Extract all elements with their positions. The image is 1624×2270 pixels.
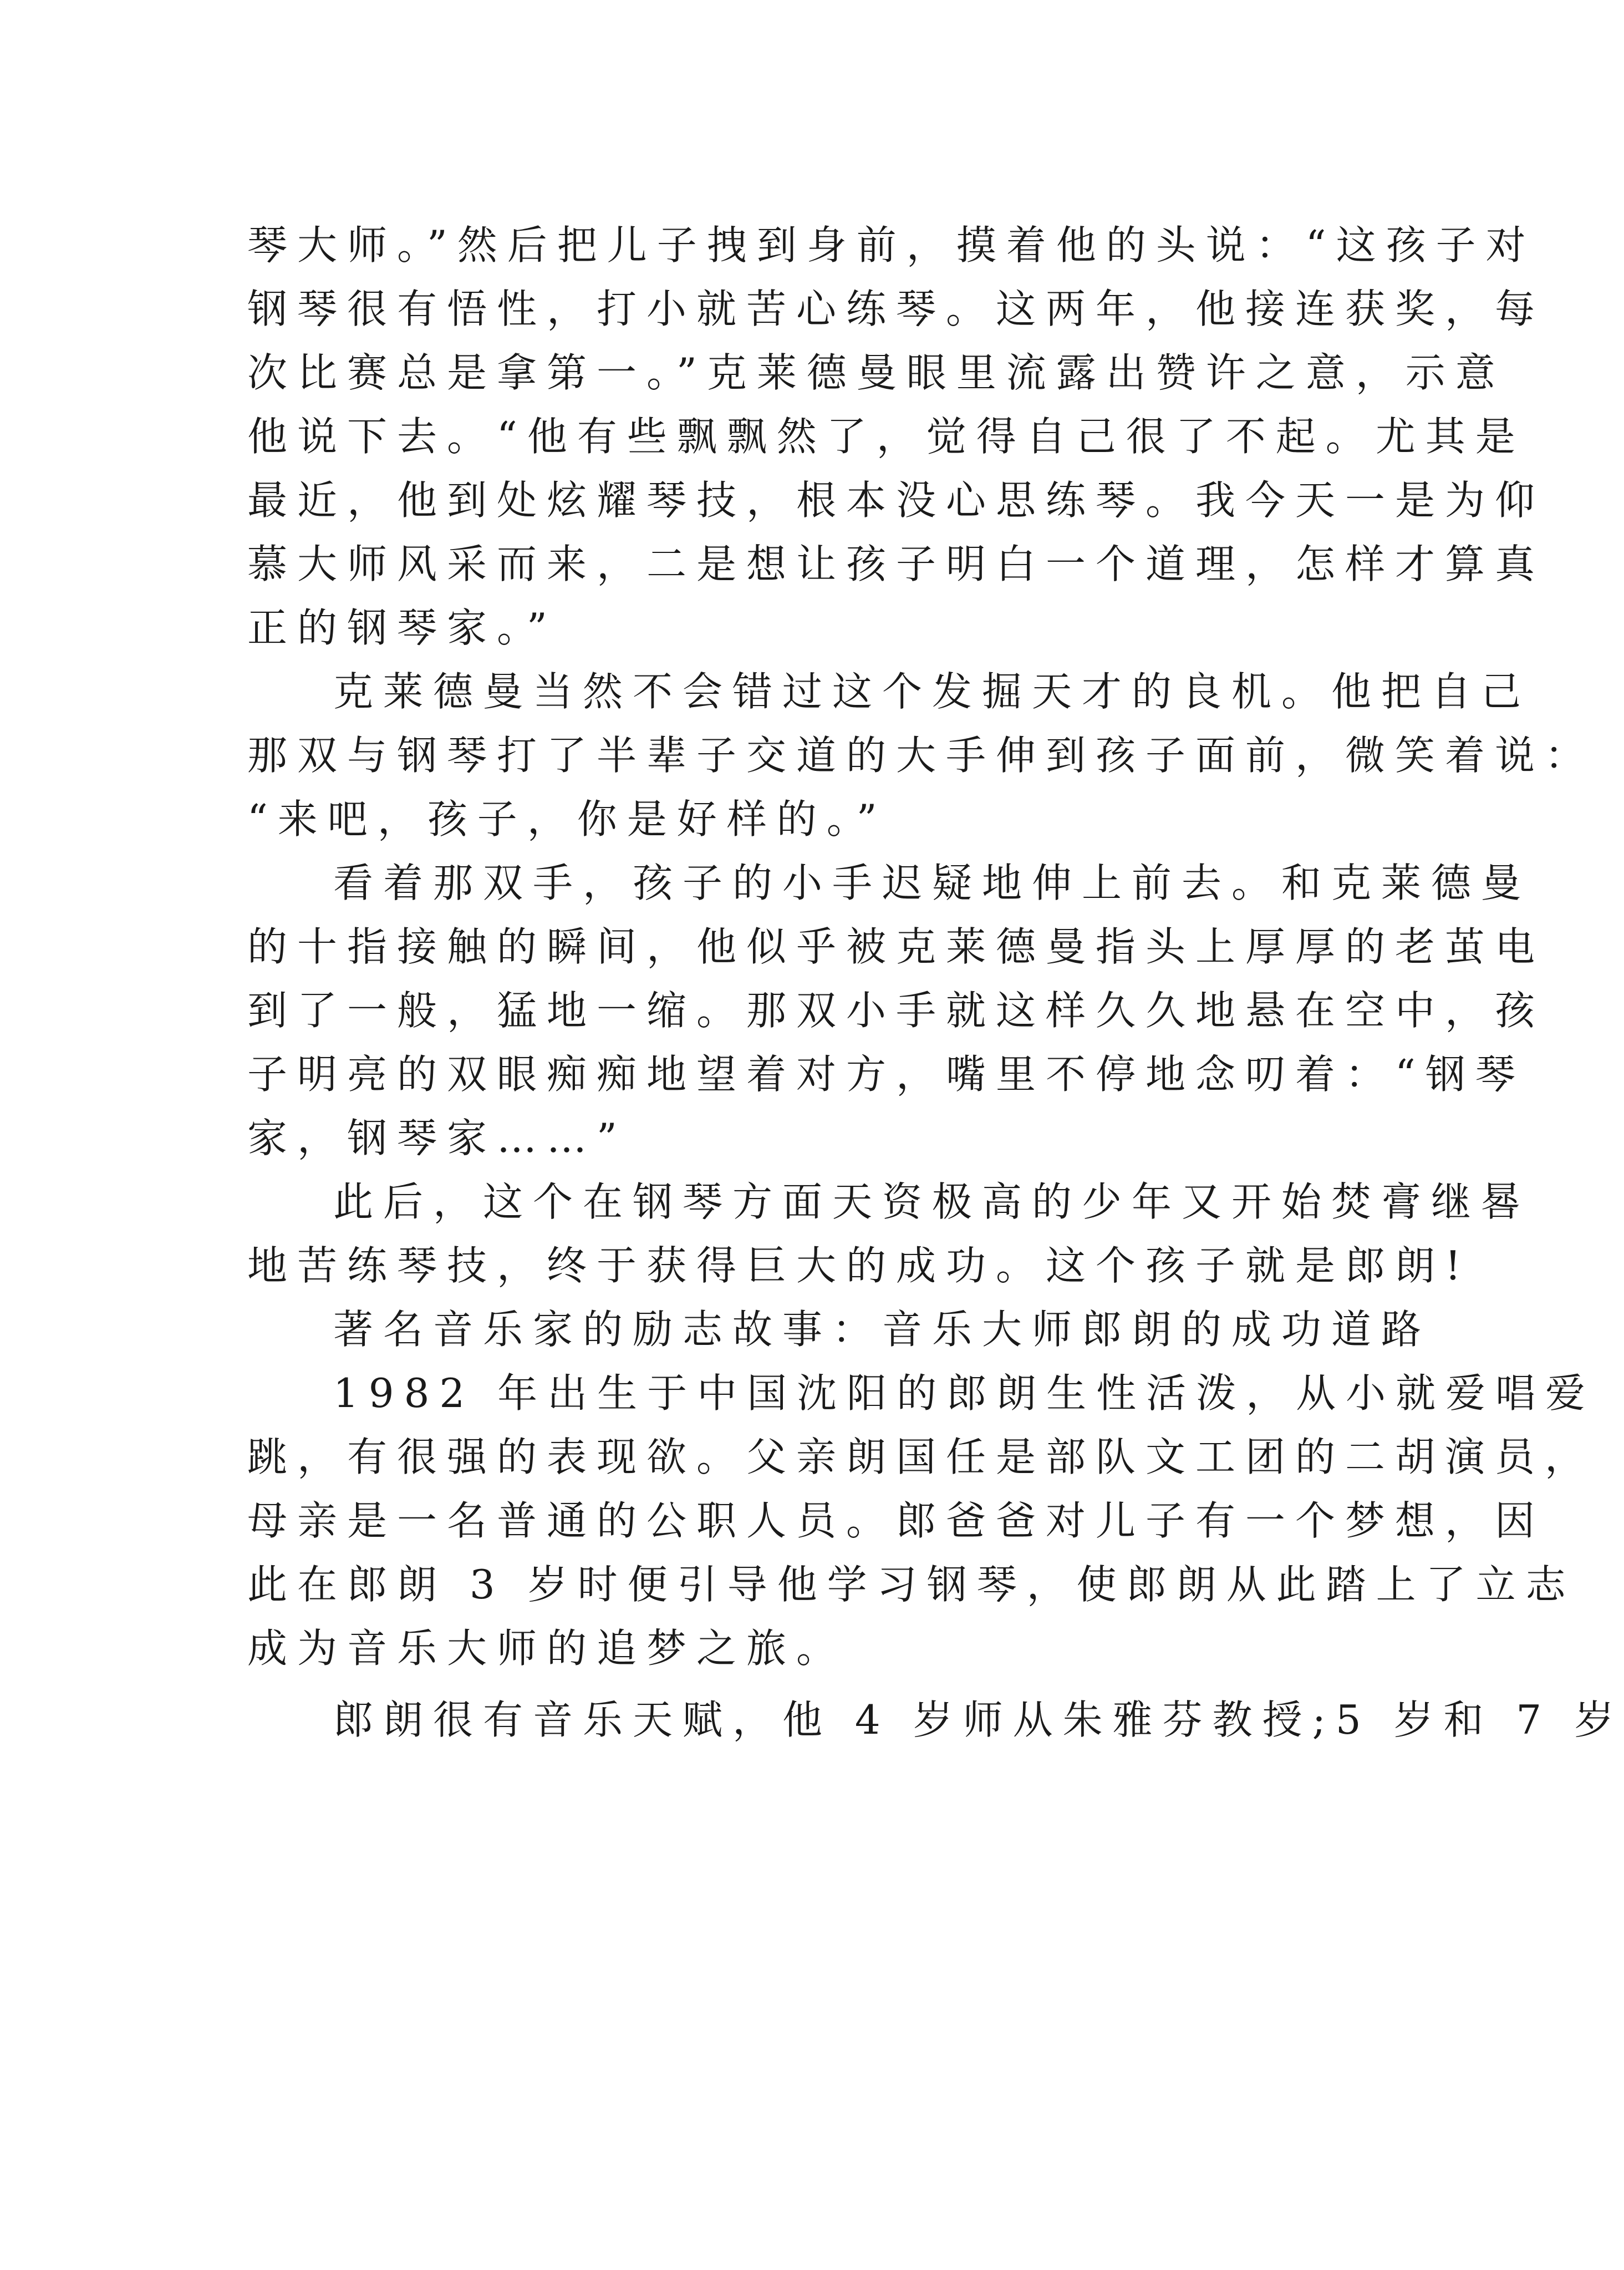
document-body [247,214,1624,1752]
text-line: 最近，他到处炫耀琴技，根本没心思练琴。我今天一是为仰 [247,477,1545,524]
text-line: 到了一般，猛地一缩。那双小手就这样久久地悬在空中，孩 [247,987,1545,1034]
text-line: 正的钢琴家。” [247,605,557,651]
paragraph-first-line: 此后，这个在钢琴方面天资极高的少年又开始焚膏继晷 [333,1179,1531,1225]
paragraph-first-line: 郎朗很有音乐天赋，他 4 岁师从朱雅芬教授;5 岁和 7 岁 [333,1697,1624,1743]
text-line: 地苦练琴技，终于获得巨大的成功。这个孩子就是郎朗! [247,1242,1471,1289]
text-line: 慕大师风采而来，二是想让孩子明白一个道理，怎样才算真 [247,541,1545,587]
text-line: 的十指接触的瞬间，他似乎被克莱德曼指头上厚厚的老茧电 [247,923,1545,970]
text-line: 成为音乐大师的追梦之旅。 [247,1625,847,1672]
text-line: 他说下去。“他有些飘飘然了，觉得自己很了不起。尤其是 [247,413,1525,460]
paragraph-first-line: 克莱德曼当然不会错过这个发掘天才的良机。他把自己 [333,668,1531,715]
text-line: 家，钢琴家……” [247,1115,627,1161]
text-line: 那双与钢琴打了半辈子交道的大手伸到孩子面前，微笑着说： [247,732,1595,779]
text-line: “来吧，孩子，你是好样的。” [247,796,887,842]
text-line: 次比赛总是拿第一。”克莱德曼眼里流露出赞许之意，示意 [247,349,1505,396]
text-line: 琴大师。”然后把儿子拽到身前，摸着他的头说：“这孩子对 [247,222,1536,268]
text-line: 此在郎朗 3 岁时便引导他学习钢琴，使郎朗从此踏上了立志 [247,1561,1576,1608]
paragraph-first-line: 1982 年出生于中国沈阳的郎朗生性活泼，从小就爱唱爱 [333,1370,1596,1416]
paragraph-first-line: 著名音乐家的励志故事：音乐大师郎朗的成功道路 [333,1306,1432,1353]
paragraph-first-line: 看着那双手，孩子的小手迟疑地伸上前去。和克莱德曼 [333,860,1531,906]
text-line: 子明亮的双眼痴痴地望着对方，嘴里不停地念叨着：“钢琴 [247,1051,1525,1098]
text-line: 钢琴很有悟性，打小就苦心练琴。这两年，他接连获奖，每 [247,286,1545,332]
text-line: 跳，有很强的表现欲。父亲朗国任是部队文工团的二胡演员， [247,1434,1595,1480]
text-line: 母亲是一名普通的公职人员。郎爸爸对儿子有一个梦想，因 [247,1497,1545,1544]
